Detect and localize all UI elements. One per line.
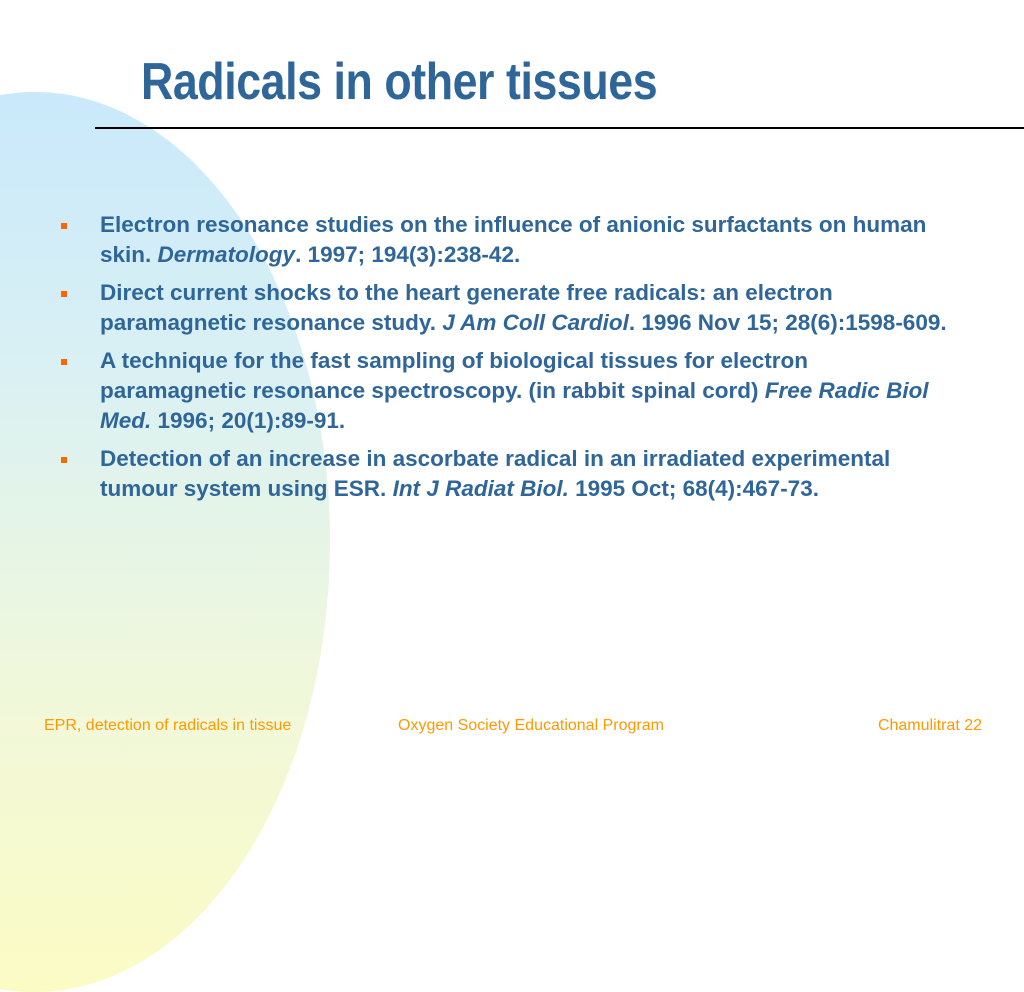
reference-item bbox=[58, 278, 958, 338]
reference-text: A technique for the fast sampling of biological tissues for electron paramagnetic resonance spectroscopy. (in rabbit spinal cord) bbox=[100, 348, 809, 403]
citation-details: 1996; 20(1):89-91. bbox=[151, 408, 346, 433]
title-divider bbox=[95, 127, 1024, 129]
journal-name: J Am Coll Cardiol bbox=[442, 310, 629, 335]
journal-name: Int J Radiat Biol. bbox=[392, 476, 569, 501]
reference-text: Detection of an increase in ascorbate radical in an irradiated experimental tumour system using ESR. bbox=[100, 446, 891, 501]
footer-presentation-title: EPR, detection of radicals in tissue bbox=[44, 717, 292, 734]
reference-item bbox=[58, 346, 958, 436]
bullet-icon bbox=[61, 223, 67, 229]
bullet-icon bbox=[61, 457, 67, 463]
reference-item bbox=[58, 210, 958, 270]
reference-list bbox=[58, 210, 958, 512]
reference-text: Electron resonance studies on the influence of anionic surfactants on human skin. bbox=[100, 212, 927, 267]
bullet-icon bbox=[61, 359, 67, 365]
footer-author-page: Chamulitrat 22 bbox=[877, 717, 982, 734]
reference-item bbox=[58, 444, 958, 504]
citation-details: . 1997; 194(3):238-42. bbox=[295, 242, 521, 267]
bullet-icon bbox=[61, 291, 67, 297]
reference-text: Direct current shocks to the heart generate free radicals: an electron paramagnetic resonance study. bbox=[100, 280, 833, 335]
footer-program-name: Oxygen Society Educational Program bbox=[398, 717, 664, 734]
slide-title: Radicals in other tissues bbox=[141, 53, 658, 111]
journal-name: Free Radic Biol Med. bbox=[100, 378, 929, 433]
journal-name: Dermatology bbox=[157, 242, 296, 267]
citation-details: 1995 Oct; 68(4):467-73. bbox=[568, 476, 819, 501]
citation-details: . 1996 Nov 15; 28(6):1598-609. bbox=[628, 310, 947, 335]
